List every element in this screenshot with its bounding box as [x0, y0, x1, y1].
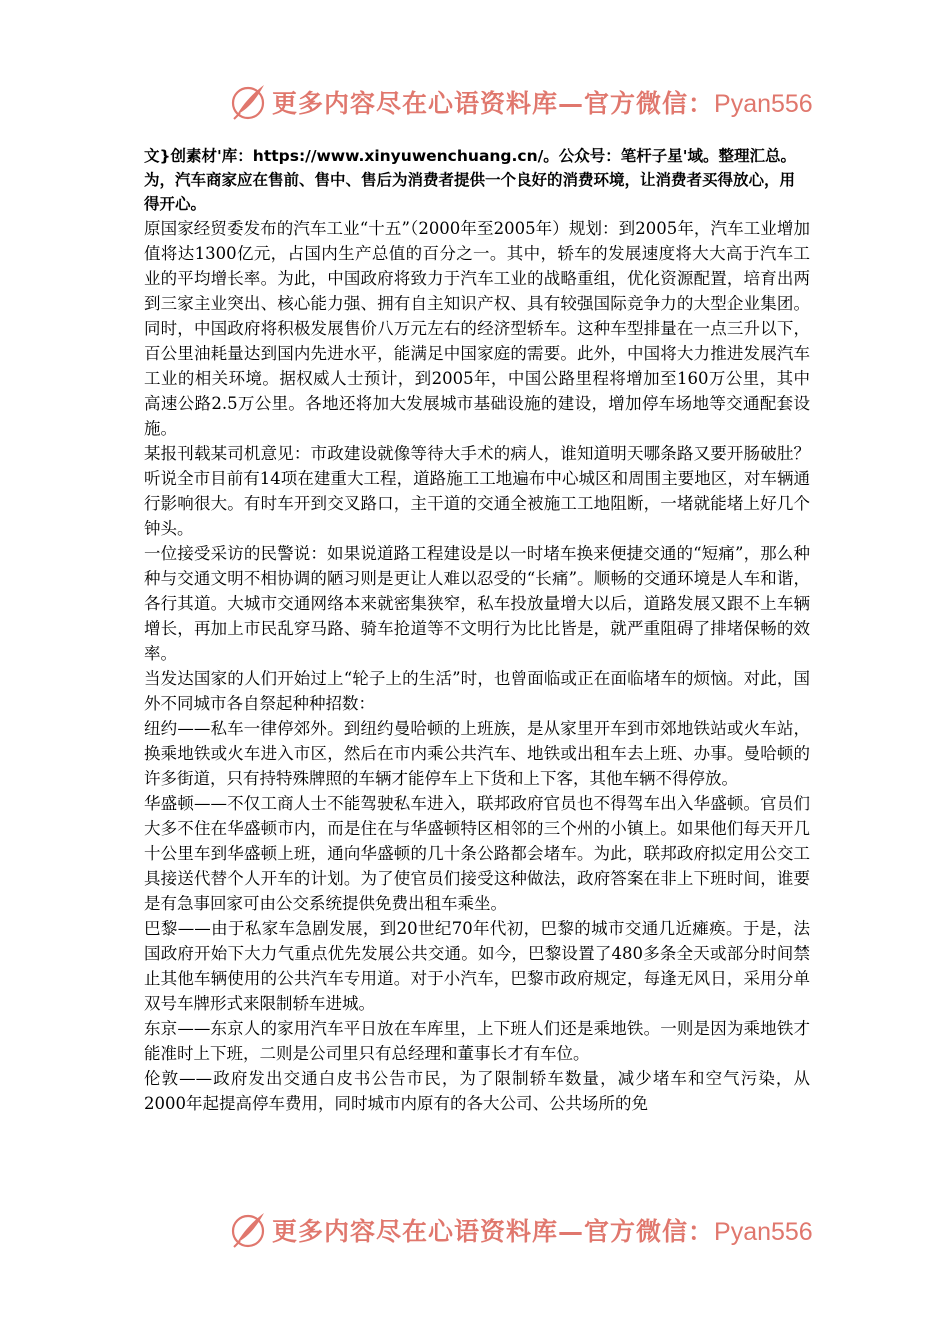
banner-slogan-text: 更多内容尽在心语资料库—官方微信： [272, 1217, 715, 1246]
paragraph: 伦敦——政府发出交通白皮书公告市民，为了限制轿车数量，减少堵车和空气污染，从2000年起提高停车费用，同时城市内原有的各大公司、公共场所的免 [144, 1069, 810, 1113]
paragraph: 某报刊载某司机意见：市政建设就像等待大手术的病人，谁知道明天哪条路又要开肠破肚？听说全市目前有14项在建重大工程，道路施工工地遍布中心城区和周围主要地区，对车辆通行影响很大。有时车开到交叉路口，主干道的交通全被施工工地阻断，一堵就能堵上好几个钟头。 [144, 444, 810, 538]
article-body [144, 216, 810, 1116]
banner-wechat-id: Pyan556 [714, 90, 813, 118]
paragraph: 纽约——私车一律停郊外。到纽约曼哈顿的上班族，是从家里开车到市郊地铁站或火车站，换乘地铁或火车进入市区，然后在市内乘公共汽车、地铁或出租车去上班、办事。曼哈顿的许多街道，只有持特殊牌照的车辆才能停车上下货和上下客，其他车辆不得停放。 [144, 719, 810, 788]
paragraph: 东京——东京人的家用汽车平日放在车库里，上下班人们还是乘地铁。一则是因为乘地铁才能准时上下班，二则是公司里只有总经理和董事长才有车位。 [144, 1019, 810, 1063]
quill-pen-logo-icon [228, 1210, 268, 1250]
document-body [144, 144, 810, 1116]
paragraph: 一位接受采访的民警说：如果说道路工程建设是以一时堵车换来便捷交通的“短痛”，那么种种与交通文明不相协调的陋习则是更让人难以忍受的“长痛”。顺畅的交通环境是人车和谐，各行其道。大城市交通网络本来就密集狭窄，私车投放量增大以后，道路发展又跟不上车辆增长，再加上市民乱穿马路、骑车抢道等不文明行为比比皆是，就严重阻碍了排堵保畅的效率。 [144, 544, 810, 663]
header-intro-line: 为，汽车商家应在售前、售中、售后为消费者提供一个良好的消费环境，让消费者买得放心，用得开心。 [144, 171, 796, 213]
document-header [144, 144, 810, 216]
paragraph: 华盛顿——不仅工商人士不能驾驶私车进入，联邦政府官员也不得驾车出入华盛顿。官员们大多不住在华盛顿市内，而是住在与华盛顿特区相邻的三个州的小镇上。如果他们每天开几十公里车到华盛顿上班，通向华盛顿的几十条公路都会堵车。为此，联邦政府拟定用公交工具接送代替个人开车的计划。为了使官员们接受这种做法，政府答案在非上下班时间，谁要是有急事回家可由公交系统提供免费出租车乘坐。 [144, 794, 810, 913]
banner-wechat-id: Pyan556 [714, 1218, 813, 1246]
quill-pen-logo-icon [228, 82, 268, 122]
banner-slogan [272, 84, 813, 120]
banner-slogan-text: 更多内容尽在心语资料库—官方微信： [272, 89, 715, 118]
paragraph: 原国家经贸委发布的汽车工业“十五”（2000年至2005年）规划：到2005年，汽车工业增加值将达1300亿元，占国内生产总值的百分之一。其中，轿车的发展速度将大大高于汽车工业的平均增长率。为此，中国政府将致力于汽车工业的战略重组，优化资源配置，培育出两到三家主业突出、核心能力强、拥有自主知识产权、具有较强国际竞争力的大型企业集团。同时，中国政府将积极发展售价八万元左右的经济型轿车。这种车型排量在一点三升以下，百公里油耗量达到国内先进水平，能满足中国家庭的需要。此外，中国将大力推进发展汽车工业的相关环境。据权威人士预计，到2005年，中国公路里程将增加至160万公里，其中高速公路2.5万公里。各地还将加大发展城市基础设施的建设，增加停车场地等交通配套设施。 [144, 219, 810, 438]
banner-slogan [272, 1212, 813, 1248]
bottom-banner [0, 1206, 950, 1256]
top-banner [0, 78, 950, 128]
paragraph: 当发达国家的人们开始过上“轮子上的生活”时，也曾面临或正在面临堵车的烦恼。对此，国外不同城市各自祭起种种招数： [144, 669, 810, 713]
header-source-line: 文}创素材'库：https://www.xinyuwenchuang.cn/。公众号：笔杆子星'域。整理汇总。 [144, 147, 797, 165]
paragraph: 巴黎——由于私家车急剧发展，到20世纪70年代初，巴黎的城市交通几近瘫痪。于是，法国政府开始下大力气重点优先发展公共交通。如今，巴黎设置了480多条全天或部分时间禁止其他车辆使用的公共汽车专用道。对于小汽车，巴黎市政府规定，每逢无风日，采用分单双号车牌形式来限制轿车进城。 [144, 919, 810, 1013]
